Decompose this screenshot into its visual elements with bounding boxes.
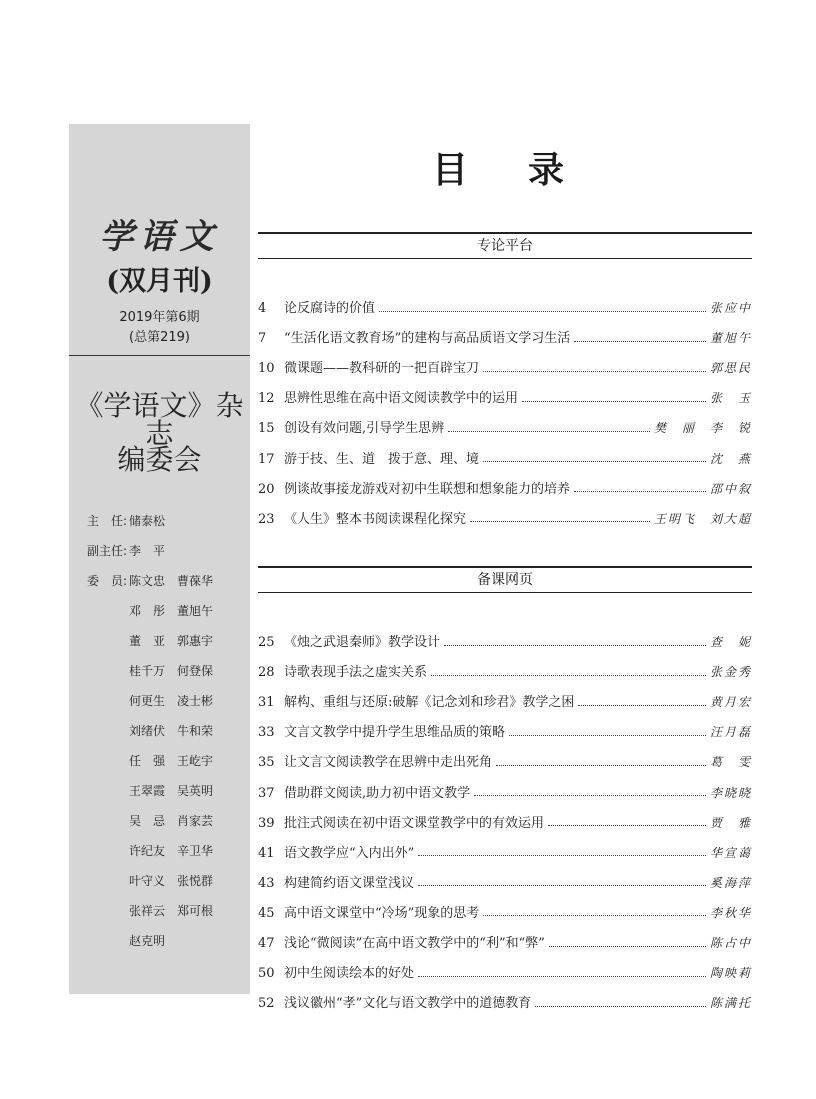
section-heading: 备课网页: [258, 566, 752, 593]
toc-page-number: 7: [258, 331, 267, 347]
toc-article-title: “生活化语文教育场”的建构与高品质语文学习生活: [284, 331, 571, 347]
toc-entry[interactable]: [258, 479, 752, 499]
toc-author: 张金秀: [709, 665, 752, 680]
toc-article-title: 游于技、生、道 拨于意、理、境: [284, 451, 480, 467]
toc-article-title: 让文言文阅读教学在思辨中走出死角: [284, 755, 493, 771]
toc-article-title: 论反腐诗的价值: [284, 301, 376, 316]
member-name: 许纪友: [129, 844, 166, 858]
vice-chair-name: 李 平: [129, 544, 166, 558]
toc-entry[interactable]: [258, 298, 752, 318]
toc-leader-dots: [470, 521, 650, 522]
toc-leader-dots: [483, 461, 706, 462]
member-name: 何登保: [177, 664, 214, 678]
member-name: 郭惠宇: [177, 634, 214, 648]
toc-article-title: 《人生》整本书阅读课程化探究: [284, 511, 467, 527]
toc-leader-dots: [418, 885, 706, 886]
toc-entry[interactable]: [258, 509, 752, 529]
toc-leader-dots: [379, 311, 706, 312]
editorial-board-subtitle: 编委会: [117, 443, 202, 476]
toc-article-title: 文言文教学中提升学生思维品质的策略: [284, 725, 506, 741]
toc-leader-dots: [418, 976, 706, 977]
toc-page-number: 4: [258, 301, 267, 316]
toc-author: 贾 雅: [709, 815, 752, 830]
member-name: 张悦群: [177, 874, 214, 888]
toc-author: 张应中: [709, 301, 752, 315]
toc-leader-dots: [444, 645, 706, 646]
member-name: 何更生: [129, 694, 166, 708]
toc-page-number: 23: [258, 511, 275, 527]
member-name: 陈文忠: [129, 574, 166, 588]
toc-author: 李秋华: [709, 905, 752, 920]
toc-entry[interactable]: [258, 449, 752, 469]
toc-entry[interactable]: [258, 783, 752, 803]
toc-page-number: 10: [258, 361, 275, 377]
toc-page-number: 28: [258, 665, 275, 681]
issue-number: 2019年第6期: [119, 310, 200, 325]
member-name: 任 强: [129, 754, 166, 768]
toc-author: 陈占中: [709, 936, 752, 950]
toc-entry[interactable]: [258, 632, 752, 652]
toc-entry[interactable]: [258, 752, 752, 772]
toc-entry[interactable]: [258, 873, 752, 893]
toc-leader-dots: [418, 855, 706, 856]
toc-article-title: 借助群文阅读,助力初中语文教学: [284, 785, 471, 801]
sidebar-divider: [69, 355, 250, 356]
toc-author: 陶映莉: [709, 966, 752, 981]
toc-leader-dots: [483, 915, 706, 916]
toc-leader-dots: [509, 735, 706, 736]
toc-entry[interactable]: [258, 963, 752, 983]
toc-author: 查 妮: [709, 635, 752, 649]
member-name: 郑可根: [177, 904, 214, 918]
toc-author: 张 玉: [709, 391, 752, 406]
toc-page-number: 37: [258, 785, 275, 801]
toc-author: 李晓晓: [709, 785, 752, 800]
toc-author: 郭思民: [709, 361, 752, 376]
member-name: 邓 彤: [129, 604, 166, 618]
toc-leader-dots: [578, 705, 706, 706]
toc-leader-dots: [522, 401, 706, 402]
member-name: 王屹宇: [177, 754, 214, 768]
total-issue-number: (总第219): [129, 330, 190, 345]
member-name: 吴 忌: [129, 814, 166, 828]
toc-page-number: 20: [258, 481, 275, 497]
toc-entry[interactable]: [258, 418, 752, 438]
member-name: 王翠霞: [129, 784, 166, 798]
toc-author: 樊 丽 李 锐: [653, 421, 752, 436]
member-name: 赵克明: [129, 934, 166, 948]
toc-page-number: 33: [258, 725, 275, 741]
toc-leader-dots: [574, 491, 706, 492]
toc-leader-dots: [483, 371, 706, 372]
toc-entry[interactable]: [258, 358, 752, 378]
toc-page-number: 35: [258, 755, 275, 771]
member-name: 辛卫华: [177, 844, 214, 858]
toc-entry[interactable]: [258, 328, 752, 348]
member-name: 董旭午: [177, 604, 214, 618]
toc-article-title: 浅论“微阅读”在高中语文教学中的“利”和“弊”: [284, 936, 545, 951]
toc-entry[interactable]: [258, 722, 752, 742]
member-name: 刘绪伏: [129, 724, 166, 738]
member-name: 凌士彬: [177, 694, 214, 708]
toc-article-title: 微课题——教科研的一把百辟宝刀: [284, 361, 480, 377]
toc-author: 汪月磊: [709, 725, 752, 740]
toc-leader-dots: [574, 341, 706, 342]
toc-entry[interactable]: [258, 662, 752, 682]
toc-article-title: 批注式阅读在初中语文课堂教学中的有效运用: [284, 815, 545, 831]
section-heading: 专论平台: [258, 232, 752, 259]
toc-page-number: 50: [258, 966, 275, 982]
toc-article-title: 思辨性思维在高中语文阅读教学中的运用: [284, 391, 519, 407]
toc-page-number: 47: [258, 936, 275, 951]
toc-article-title: 语文教学应“入内出外”: [284, 845, 415, 861]
toc-page-number: 41: [258, 845, 275, 861]
toc-article-title: 浅议徽州“孝”文化与语文教学中的道德教育: [284, 996, 532, 1012]
toc-page-number: 31: [258, 695, 275, 711]
toc-author: 陈满托: [709, 996, 752, 1011]
toc-leader-dots: [549, 946, 706, 947]
toc-author: 华宣蔼: [709, 845, 752, 860]
toc-leader-dots: [474, 795, 706, 796]
member-name: 肖家芸: [177, 814, 214, 828]
toc-author: 董旭午: [709, 331, 752, 346]
toc-author: 王明飞 刘大超: [653, 511, 752, 526]
toc-entry[interactable]: [258, 933, 752, 953]
member-name: 牛和荣: [177, 724, 214, 738]
member-name: 董 亚: [129, 634, 166, 648]
toc-leader-dots: [535, 1006, 706, 1007]
toc-article-title: 初中生阅读绘本的好处: [284, 966, 415, 982]
sidebar-panel: [69, 124, 250, 994]
vice-chair-role: 副主任:: [87, 544, 128, 558]
toc-author: 奚海萍: [709, 875, 752, 890]
members-role: 委 员:: [87, 574, 128, 588]
member-name: 张祥云: [129, 904, 166, 918]
toc-article-title: 创设有效问题,引导学生思辨: [284, 421, 445, 437]
chair-name: 储泰松: [129, 514, 166, 528]
bimonthly-label: (双月刊): [106, 266, 213, 297]
toc-author: 黄月宏: [709, 695, 752, 710]
magazine-brand: 学语文: [99, 217, 220, 257]
toc-page-number: 39: [258, 815, 275, 831]
toc-author: 葛 雯: [709, 755, 752, 770]
toc-article-title: 诗歌表现手法之虚实关系: [284, 665, 428, 681]
chair-role: 主 任:: [87, 514, 128, 528]
toc-article-title: 《烛之武退秦师》教学设计: [284, 635, 441, 650]
editorial-board-title: 《学语文》杂志: [75, 389, 244, 450]
toc-leader-dots: [548, 825, 706, 826]
toc-entry[interactable]: [258, 813, 752, 833]
toc-entry[interactable]: [258, 993, 752, 1013]
toc-page-number: 12: [258, 391, 275, 407]
toc-leader-dots: [448, 431, 650, 432]
toc-author: 沈 燕: [709, 451, 752, 466]
member-name: 吴英明: [177, 784, 214, 798]
toc-page-number: 45: [258, 905, 275, 921]
toc-author: 邵中叙: [709, 481, 752, 496]
toc-entry[interactable]: [258, 388, 752, 408]
toc-leader-dots: [431, 675, 706, 676]
toc-article-title: 高中语文课堂中“冷场”现象的思考: [284, 905, 480, 921]
member-name: 曹葆华: [177, 574, 214, 588]
toc-article-title: 解构、重组与还原:破解《记念刘和珍君》教学之困: [284, 695, 575, 711]
member-name: 桂千万: [129, 664, 166, 678]
toc-page-number: 17: [258, 451, 275, 467]
toc-article-title: 例谈故事接龙游戏对初中生联想和想象能力的培养: [284, 481, 571, 497]
page-title: 目录: [432, 150, 625, 191]
toc-page-number: 52: [258, 996, 275, 1012]
toc-entry[interactable]: [258, 692, 752, 712]
toc-page-number: 15: [258, 421, 275, 437]
toc-leader-dots: [496, 765, 706, 766]
toc-entry[interactable]: [258, 903, 752, 923]
toc-article-title: 构建简约语文课堂浅议: [284, 875, 415, 891]
member-name: 叶守义: [129, 874, 166, 888]
toc-page-number: 43: [258, 875, 275, 891]
toc-entry[interactable]: [258, 843, 752, 863]
toc-page-number: 25: [258, 635, 275, 650]
